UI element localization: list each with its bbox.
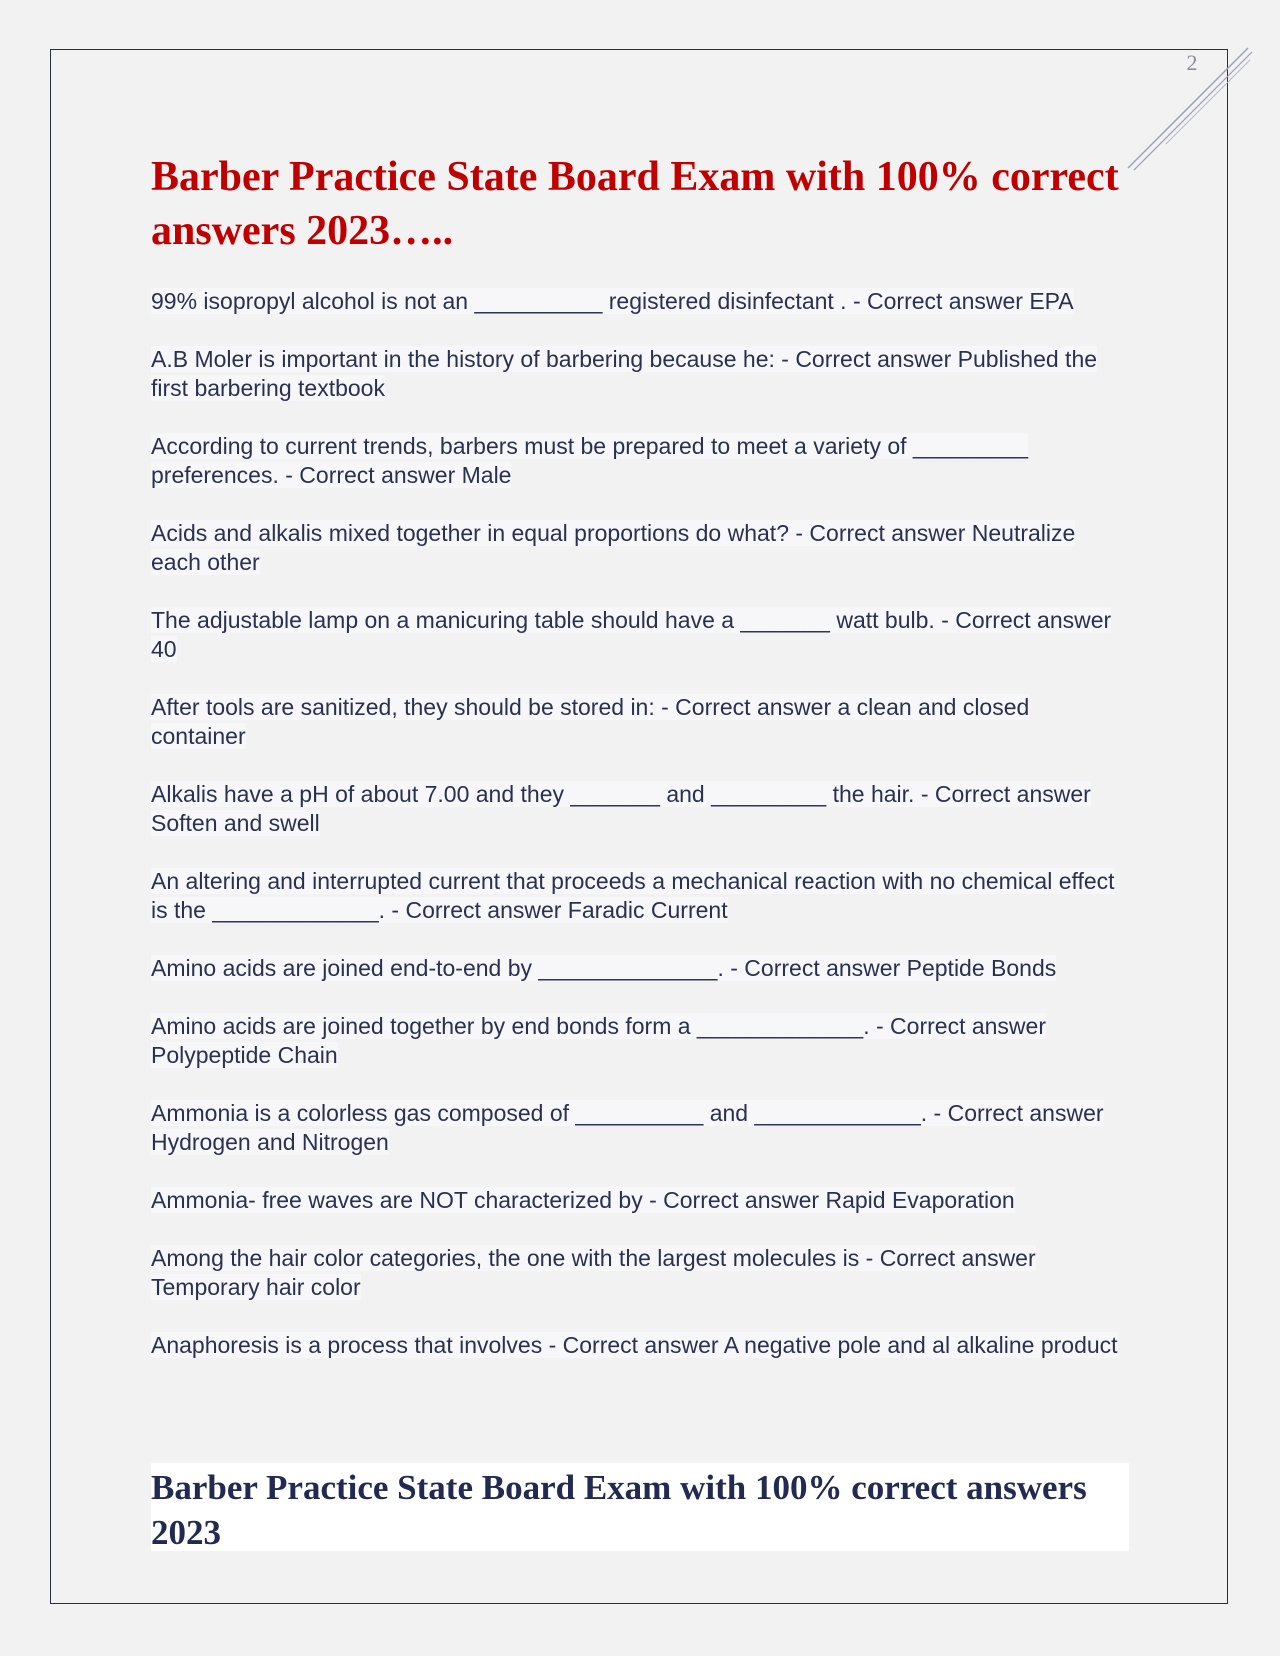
qa-item (151, 287, 1129, 316)
qa-text: An altering and interrupted current that proceeds a mechanical reaction with no chemical effect is the _____________. - Correct answer Faradic Current (151, 868, 1115, 923)
qa-item (151, 693, 1129, 751)
qa-item (151, 1186, 1129, 1215)
qa-text: Among the hair color categories, the one with the largest molecules is - Correct answer Temporary hair color (151, 1245, 1036, 1300)
qa-item (151, 1331, 1129, 1360)
qa-text: Alkalis have a pH of about 7.00 and they _______ and _________ the hair. - Correct answer Soften and swell (151, 781, 1091, 836)
qa-item (151, 606, 1129, 664)
qa-text: Ammonia- free waves are NOT characterized by - Correct answer Rapid Evaporation (151, 1187, 1015, 1213)
qa-item (151, 954, 1129, 983)
corner-decoration (1120, 40, 1260, 180)
qa-text: The adjustable lamp on a manicuring table should have a _______ watt bulb. - Correct answer 40 (151, 607, 1112, 662)
qa-item (151, 780, 1129, 838)
qa-text: A.B Moler is important in the history of barbering because he: - Correct answer Published the first barbering textbook (151, 346, 1098, 401)
qa-item (151, 867, 1129, 925)
qa-item (151, 519, 1129, 577)
document-content (151, 150, 1129, 1389)
qa-text: 99% isopropyl alcohol is not an __________ registered disinfectant . - Correct answer EPA (151, 288, 1074, 314)
qa-item (151, 1012, 1129, 1070)
qa-text: After tools are sanitized, they should be stored in: - Correct answer a clean and closed container (151, 694, 1030, 749)
page-number: 2 (1186, 50, 1198, 75)
qa-text: Amino acids are joined together by end bonds form a _____________. - Correct answer Polypeptide Chain (151, 1013, 1046, 1068)
qa-text: Acids and alkalis mixed together in equal proportions do what? - Correct answer Neutralize each other (151, 520, 1076, 575)
qa-item (151, 432, 1129, 490)
qa-item (151, 345, 1129, 403)
qa-text: Amino acids are joined end-to-end by ______________. - Correct answer Peptide Bonds (151, 955, 1057, 981)
document-title: Barber Practice State Board Exam with 100% correct answers 2023….. (151, 154, 1119, 254)
qa-item (151, 1244, 1129, 1302)
qa-text: Anaphoresis is a process that involves - Correct answer A negative pole and al alkaline product (151, 1332, 1118, 1358)
qa-list (151, 287, 1129, 1360)
qa-item (151, 1099, 1129, 1157)
footer-title: Barber Practice State Board Exam with 100% correct answers 2023 (151, 1468, 1087, 1552)
footer-banner (151, 1463, 1129, 1551)
qa-text: Ammonia is a colorless gas composed of __________ and _____________. - Correct answer Hydrogen and Nitrogen (151, 1100, 1104, 1155)
qa-text: According to current trends, barbers must be prepared to meet a variety of _________ preferences. - Correct answer Male (151, 433, 1029, 488)
